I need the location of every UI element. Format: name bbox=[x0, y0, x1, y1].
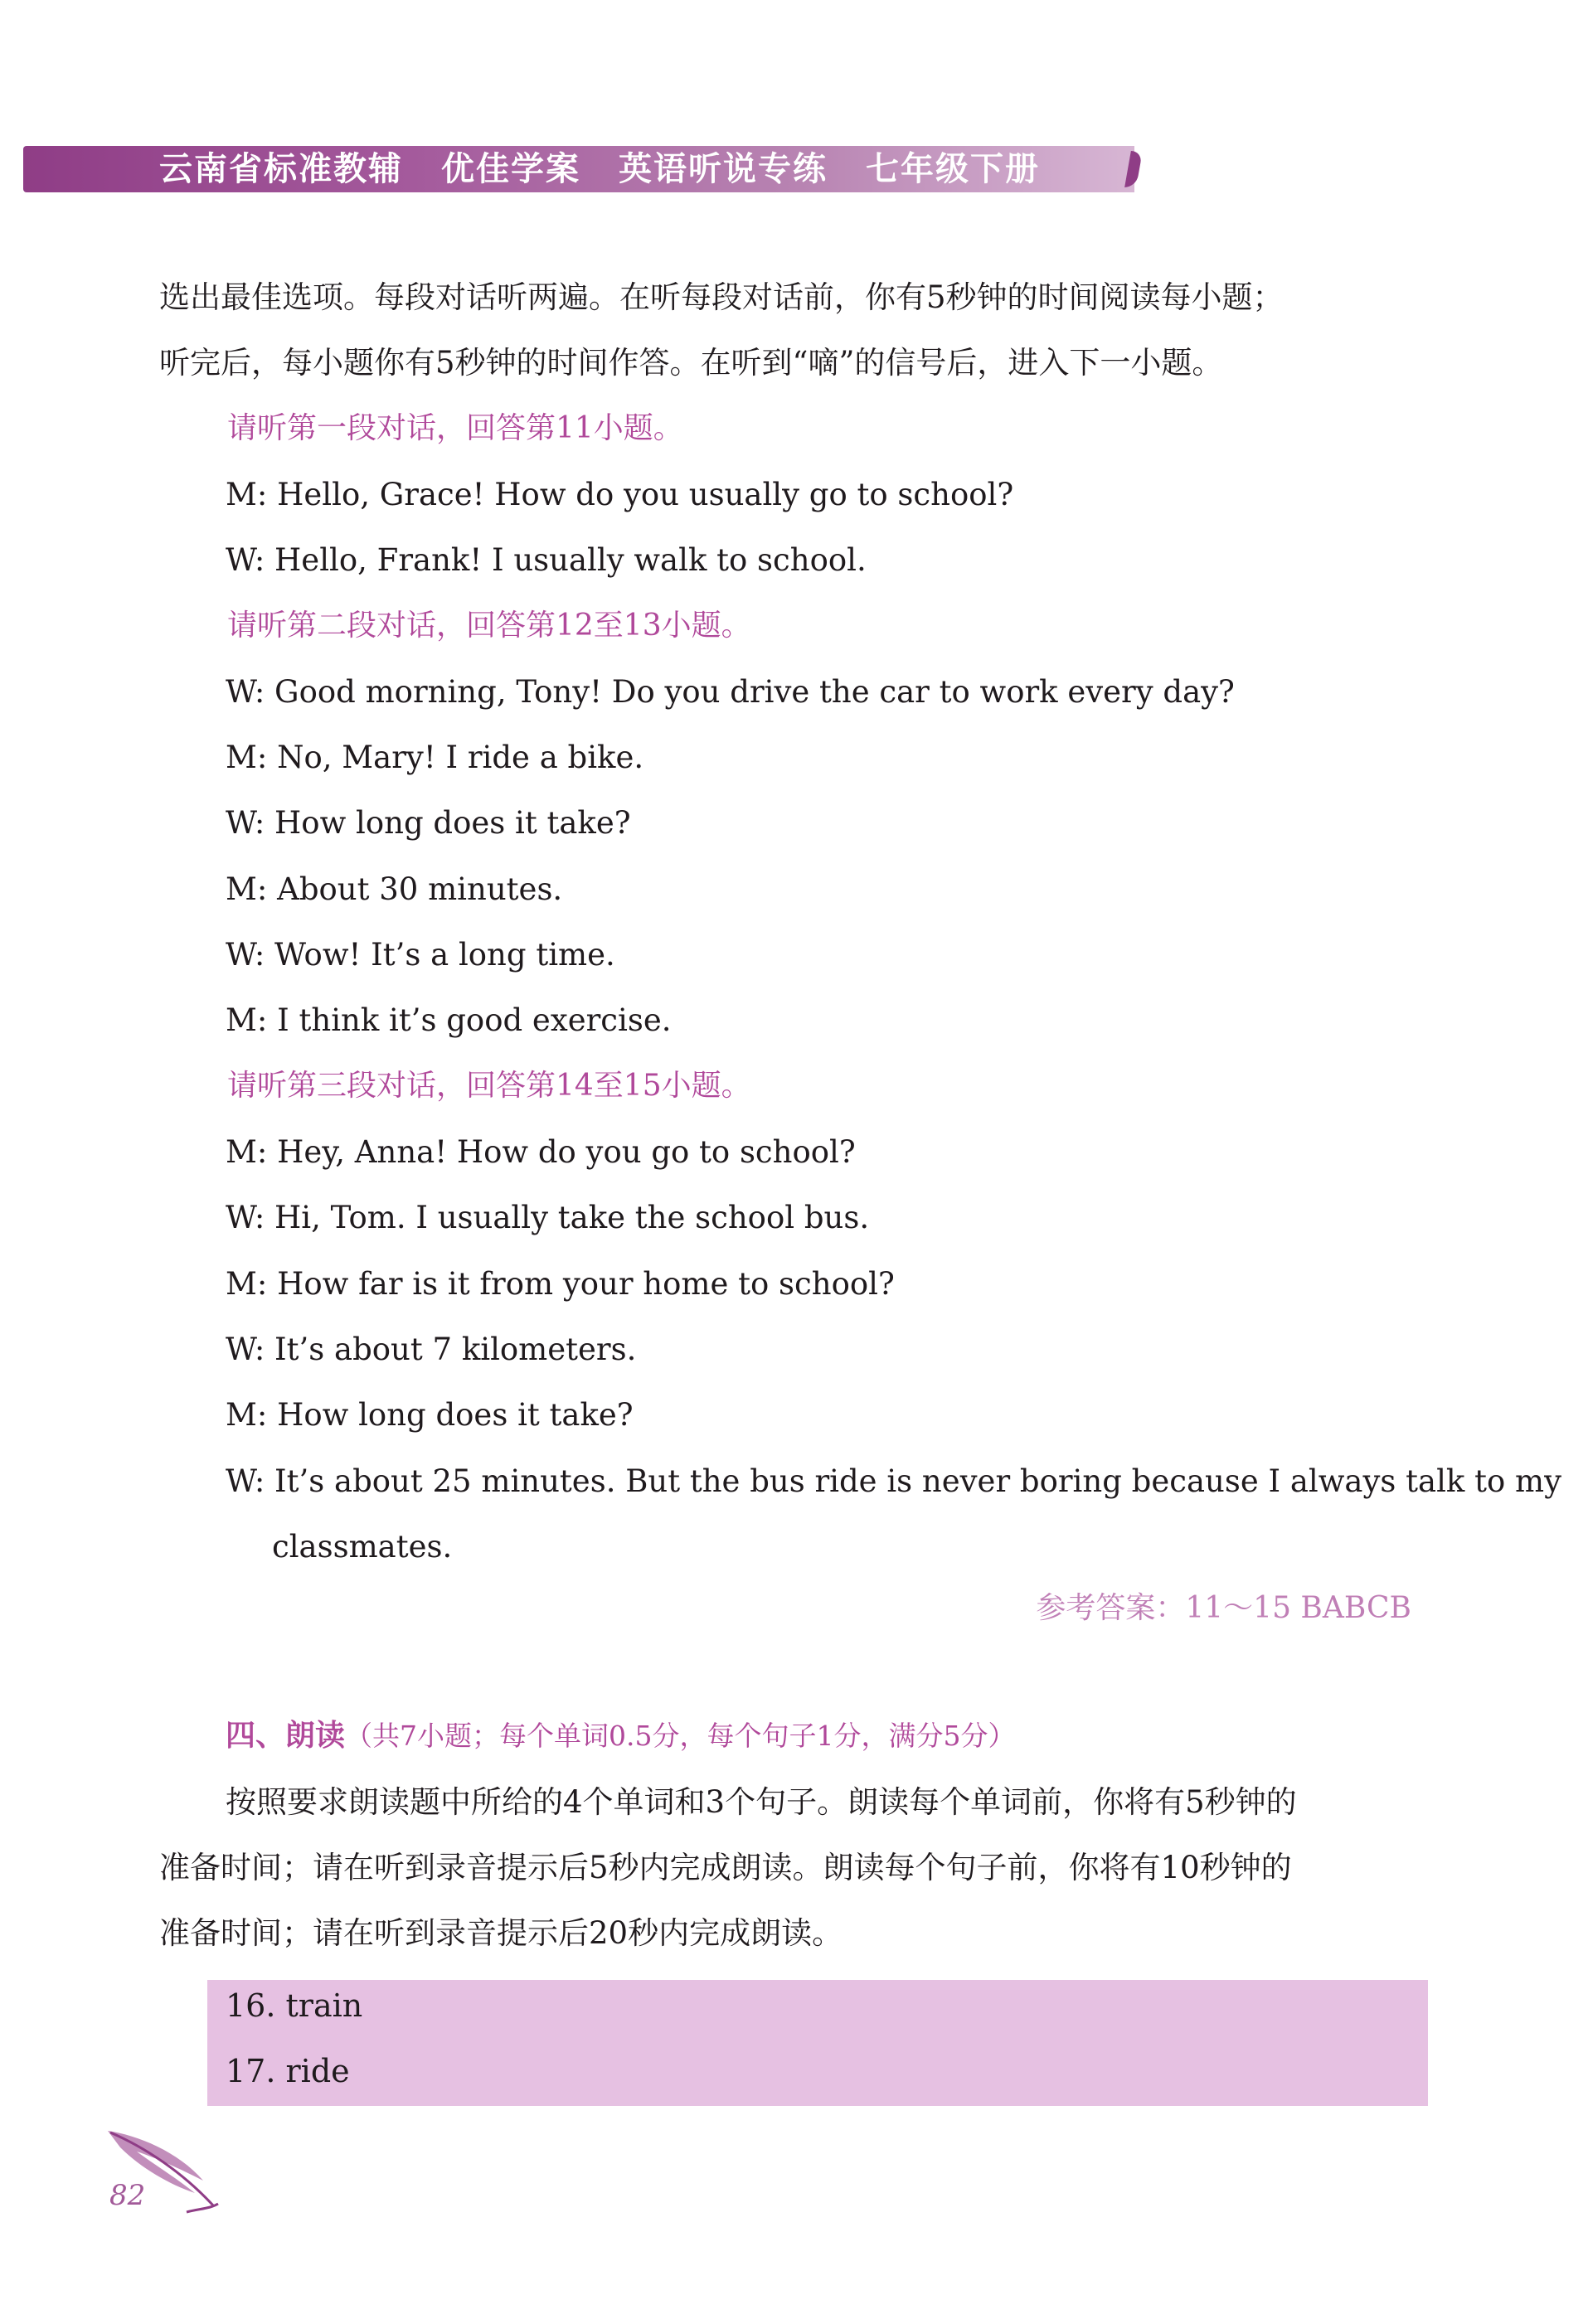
section-4-note: （共7小题；每个单词0.5分，每个句子1分，满分5分） bbox=[345, 1720, 1016, 1752]
dialogue-3-cue: 请听第三段对话，回答第14至15小题。 bbox=[227, 1069, 751, 1103]
dialogue-line: W: How long does it take? bbox=[226, 805, 631, 841]
dialogue-line: M: How long does it take? bbox=[226, 1397, 634, 1433]
dialogue-2-cue: 请听第二段对话，回答第12至13小题。 bbox=[227, 609, 751, 643]
dialogue-line: W: It’s about 25 minutes. But the bus ride is never boring because I always talk to my bbox=[226, 1463, 1561, 1499]
dialogue-line: M: How far is it from your home to school? bbox=[226, 1266, 895, 1302]
section-4-instruction-3: 准备时间；请在听到录音提示后20秒内完成朗读。 bbox=[159, 1915, 843, 1951]
section-4-instruction-2: 准备时间；请在听到录音提示后5秒内完成朗读。朗读每个句子前，你将有10秒钟的 bbox=[159, 1850, 1292, 1885]
header-segment-2: 优佳学案 bbox=[441, 150, 580, 188]
reading-item-17: 17. ride bbox=[226, 2053, 350, 2089]
dialogue-line: M: No, Mary! I ride a bike. bbox=[226, 740, 644, 775]
dialogue-line: M: Hello, Grace! How do you usually go to school? bbox=[226, 477, 1014, 512]
header-title bbox=[159, 148, 1078, 191]
intro-line-1: 选出最佳选项。每段对话听两遍。在听每段对话前，你有5秒钟的时间阅读每小题； bbox=[159, 279, 1284, 315]
header-segment-1: 云南省标准教辅 bbox=[159, 150, 403, 188]
dialogue-1-cue: 请听第一段对话，回答第11小题。 bbox=[227, 411, 683, 445]
answer-key: 参考答案：11～15 BABCB bbox=[1036, 1591, 1411, 1625]
reading-items-box bbox=[207, 1980, 1428, 2106]
header-segment-3: 英语听说专练 bbox=[619, 150, 828, 188]
intro-line-2: 听完后，每小题你有5秒钟的时间作答。在听到“嘀”的信号后，进入下一小题。 bbox=[159, 345, 1223, 381]
section-4-title: 四、朗读 bbox=[226, 1719, 346, 1753]
section-4-instruction-1: 按照要求朗读题中所给的4个单词和3个句子。朗读每个单词前，你将有5秒钟的 bbox=[226, 1784, 1297, 1820]
section-4-heading bbox=[226, 1718, 1015, 1754]
dialogue-line: W: Hi, Tom. I usually take the school bus. bbox=[226, 1200, 870, 1235]
page-number: 82 bbox=[109, 2179, 146, 2212]
dialogue-line: W: Wow! It’s a long time. bbox=[226, 937, 615, 973]
reading-item-16: 16. train bbox=[226, 1987, 363, 2024]
dialogue-line: M: I think it’s good exercise. bbox=[226, 1002, 672, 1038]
dialogue-line: W: It’s about 7 kilometers. bbox=[226, 1332, 637, 1367]
dialogue-line: M: About 30 minutes. bbox=[226, 871, 563, 907]
header-segment-4: 七年级下册 bbox=[866, 150, 1040, 188]
dialogue-line: W: Good morning, Tony! Do you drive the car to work every day? bbox=[226, 674, 1235, 710]
dialogue-line: W: Hello, Frank! I usually walk to school. bbox=[226, 542, 867, 578]
dialogue-line: M: Hey, Anna! How do you go to school? bbox=[226, 1134, 856, 1170]
dialogue-line-continuation: classmates. bbox=[272, 1529, 453, 1565]
